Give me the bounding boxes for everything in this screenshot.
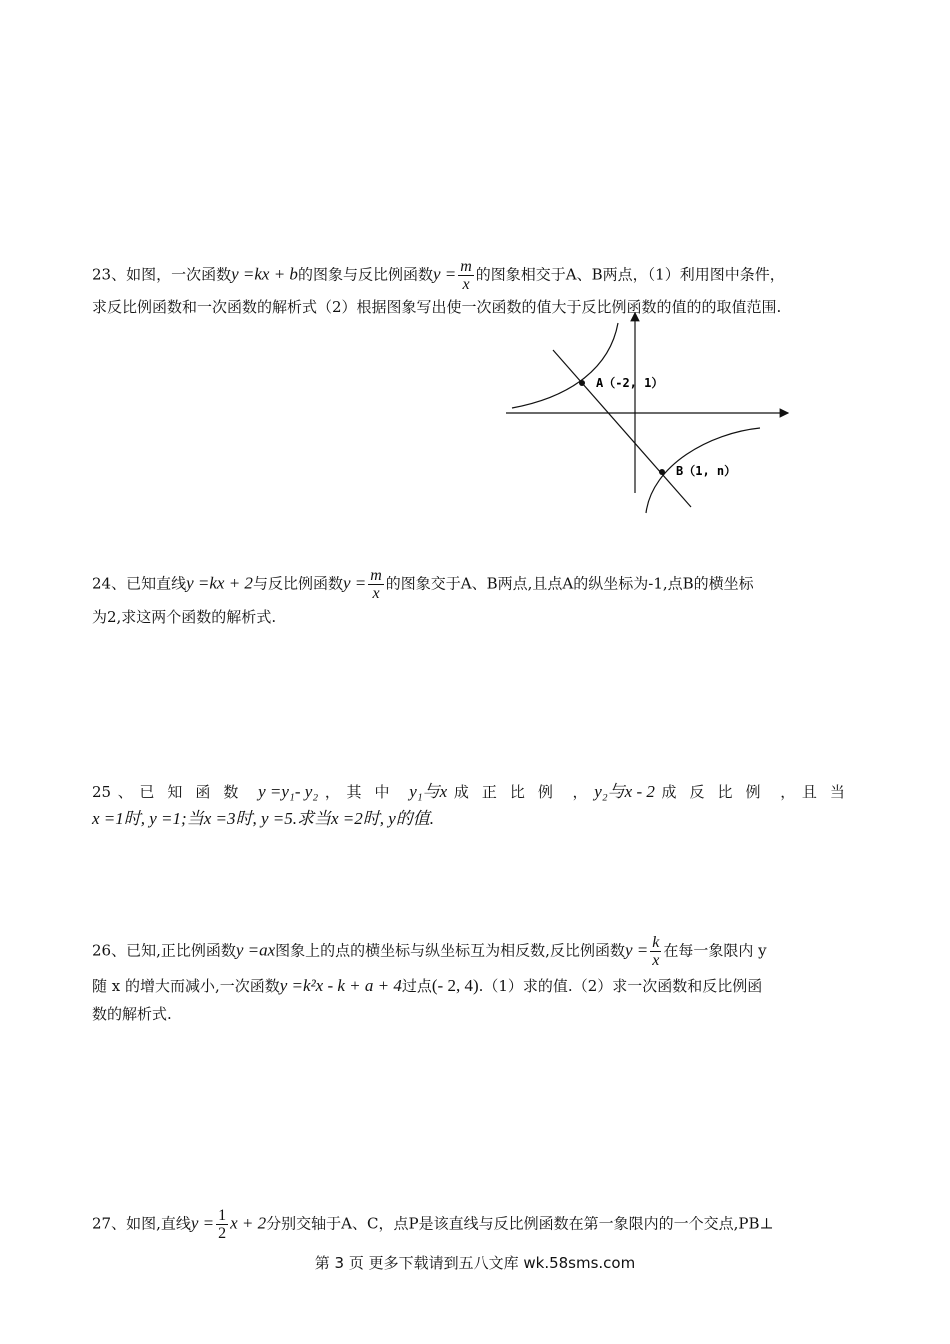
q23-y-eq: y = [432,264,457,284]
point-b-label: B（1, n） [676,464,737,478]
q24-line2: 为2,求这两个函数的解析式. [92,608,277,626]
q23-suffix: 的图象相交于A、B两点，（1）利用图中条件， [475,265,785,284]
q25-expr: y =y₁- y₂ [258,782,319,801]
q23-fraction: $\frac{m}{x}$ [460,258,472,293]
q23-prefix: 23、如图，一次函数 [92,265,232,284]
q24-fraction: $\frac{m}{x}$ [370,567,382,602]
q24-line1 [92,567,754,602]
q25-line2: x =1时, y =1;当x =3时, y =5.求当x =2时, y的值. [92,809,435,828]
q23-figure [500,305,800,525]
hyperbola-branch-q2 [512,323,618,408]
q26-suffix: 在每一象限内 y [663,941,767,960]
q27-prefix: 27、如图,直线 [92,1214,191,1233]
q26-line1 [92,934,767,969]
q26-line2: 随 x 的增大而减小,一次函数y =k²x - k + a + 4过点(- 2, 4).（1）求的值.（2）求一次函数和反比例函 [92,976,763,995]
q24-prefix: 24、已知直线 [92,574,187,593]
q26-prefix: 26、已知,正比例函数 [92,941,236,960]
q24-mid-text: 与反比例函数 [252,574,343,593]
point-a [579,380,585,386]
linear-function-line [553,350,691,507]
q26-direct-eq: y =ax [235,940,276,960]
q26-linear-expr: y =k²x - k + a + 4 [279,976,402,995]
q23-linear-eq: y =kx + b [231,264,298,284]
q26-point: (- 2, 4) [431,976,479,995]
q27-fraction: $\frac{1}{2}$ [218,1207,227,1242]
point-b [659,469,665,475]
q23-line2: 求反比例函数和一次函数的解析式（2）根据图象写出使一次函数的值大于反比例函数的值的的取值范围. [92,298,782,316]
q24-linear-eq: y =kx + 2 [186,573,253,593]
q26-fraction: $\frac{k}{x}$ [652,934,660,969]
q23-line1 [92,258,785,293]
q24-suffix: 的图象交于A、B两点,且点A的纵坐标为-1,点B的横坐标 [385,574,754,593]
q27-suffix: 分别交轴于A、C，点P是该直线与反比例函数在第一象限内的一个交点,PB⊥ [266,1214,774,1233]
q25-line1: 25 、 已知函数 y =y₁- y₂ ， 其中 y₁与x 成正比例 ， y₂与x - 2 成反比例 ， 且当 [92,782,858,801]
q23-mid-text: 的图象与反比例函数 [297,265,433,284]
q27-line1: 27、如图,直线y = $\frac{1}{2}$ x + 2分别交轴于A、C，点P是该直线与反比例函数在第一象限内的一个交点,PB⊥ [92,1207,774,1242]
q26-mid-text: 图象上的点的横坐标与纵坐标互为相反数,反比例函数 [275,941,625,960]
point-a-label: A（-2, 1） [596,376,664,390]
q26-line3: 数的解析式. [92,1005,172,1023]
q24-y-eq: y = [342,573,367,593]
page-footer: 第 3 页 更多下载请到五八文库 wk.58sms.com [314,1254,636,1272]
q26-y-eq: y = [624,940,649,960]
